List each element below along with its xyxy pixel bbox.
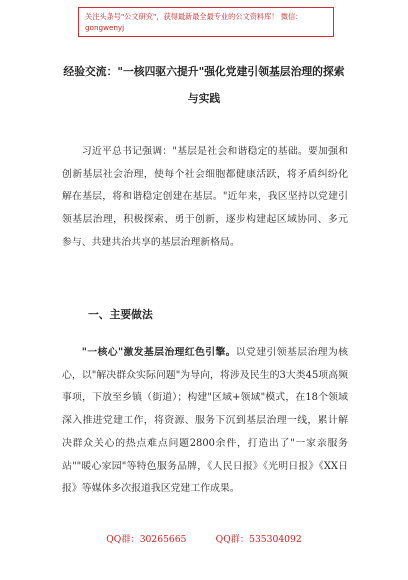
section-lead: "一核心"激发基层治理红色引擎。 <box>81 347 236 358</box>
promo-banner <box>78 7 334 37</box>
intro-paragraph: 习近平总书记强调："基层是社会和谐稳定的基础。要加强和创新基层社会治理，使每个社会细胞都健康活跃，将矛盾纠纷化解在基层，将和谐稳定创建在基层。"近年来，我区坚持以党建引领基层治理，积极探索、勇于创新，逐步构建起区域协同、多元参与、共建共治共享的基层治理新格局。 <box>62 146 348 248</box>
section-heading: 一、主要做法 <box>88 308 153 321</box>
promo-banner-text: 关注头条号"公文研究"，获得最新最全最专业的公文资料库！ 微信：gongwenyj <box>85 12 303 32</box>
document-title: 经验交流："一核四驱六提升"强化党建引领基层治理的探索与实践 <box>63 65 345 105</box>
section-body: 以党建引领基层治理为核心，以"解决群众实际问题"为导向，将涉及民生的3大类45项高频事项，下放至乡镇（街道）；构建"区域+领域"模式，在18个领域深入推进党建工作，将资源、服务下沉到基层治理一线，累计解决群众关心的热点难点问题2800余件，打造出了"一家亲服务站""暖心家园"等特色服务品牌，《人民日报》《光明日报》《XX日报》等媒体多次报道我区党建工作成果。 <box>62 347 348 495</box>
section-paragraph <box>62 342 348 501</box>
footer-qq-groups: QQ群：30265665 QQ群：535304092 <box>106 534 302 545</box>
